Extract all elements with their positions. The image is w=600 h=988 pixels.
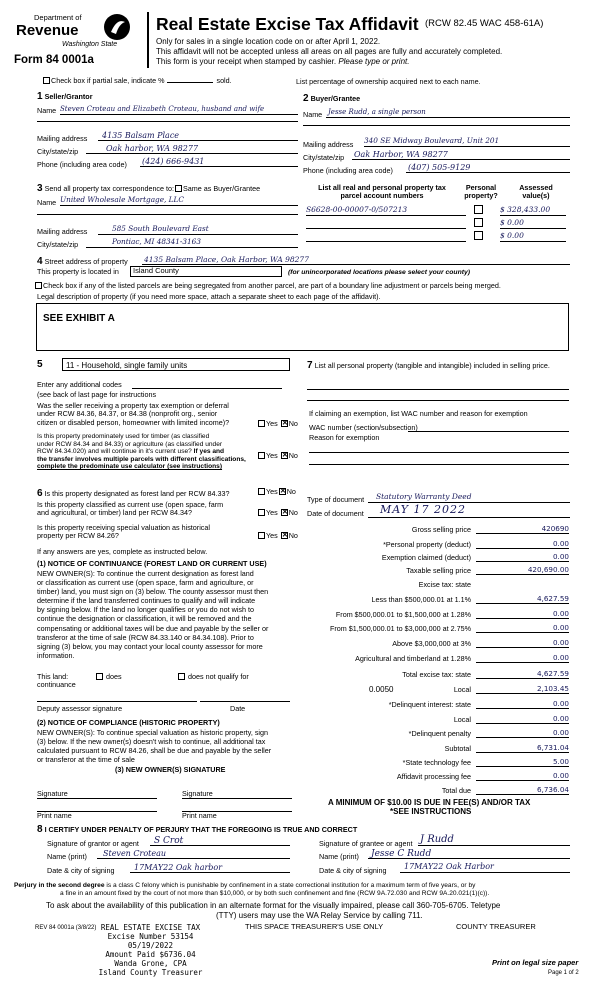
form-number: Form 84 0001a xyxy=(14,54,94,66)
tax-row-value[interactable] xyxy=(476,744,569,753)
print-legal-note: Print on legal size paper xyxy=(492,958,579,967)
deputy-date-line[interactable] xyxy=(200,701,290,702)
q1-yes-checkbox[interactable] xyxy=(258,420,265,427)
current-use-no-checkbox[interactable] xyxy=(281,509,288,516)
codes-sub: (see back of last page for instructions xyxy=(37,390,157,399)
header-divider xyxy=(147,12,149,68)
s3-mail-field[interactable]: 585 South Boulevard East xyxy=(98,225,298,235)
tax-row-value[interactable] xyxy=(476,715,569,724)
personal-property-line-2[interactable] xyxy=(307,400,569,401)
notice-3-title: (3) NEW OWNER(S) SIGNATURE xyxy=(115,765,226,774)
timber-q2-answer: Yes ✕ No xyxy=(257,452,298,460)
exemption-q1: Was the seller receiving a property tax exemption or deferral under RCW 84.36, 84.37, or 84.38 (nonprofit org., senior citizen or disabled person, homeowner with limited income)? xyxy=(37,401,230,427)
tax-row-value[interactable] xyxy=(476,624,569,633)
parcel-number-1[interactable]: S6628-00-00007-0/507213 xyxy=(306,206,466,216)
tax-row-label: Less than $500,000.01 at 1.1% xyxy=(371,595,471,604)
section-3-label: 3 Send all property tax correspondence to: Same as Buyer/Grantee xyxy=(37,183,261,194)
q2-no-checkbox[interactable] xyxy=(281,452,288,459)
grantor-sig-label: Signature of grantor or agent xyxy=(47,839,139,848)
treasurer-stamp: REAL ESTATE EXCISE TAX Excise Number 53154 05/19/2022 Amount Paid $6736.04 Wanda Grone, CPA Island County Treasurer xyxy=(98,923,203,977)
notice-1-text: NEW OWNER(S): To continue the current designation as forest land or classification as current use (open space, farm and agriculture, or timber) land, you must sign on (3) below. The county assessor must then determine if the land transferred continues to qualify and will indicate by signing below. If the land no longer qualifies or you do not wish to continue the designation or classification, it will be removed and the compensating or additional taxes will be due and payable by the seller or transferor at the time of sale (RCW 84.33.140 or 84.34.108). Prior to signing (3) below, you may contact your local county assessor for more information. xyxy=(37,569,269,660)
tax-row-label: Above $3,000,000 at 3% xyxy=(392,639,471,648)
seller-phone-label: Phone (including area code) xyxy=(37,160,127,169)
s3-name-field[interactable]: United Wholesale Mortgage, LLC xyxy=(60,196,298,206)
parcel-number-3[interactable] xyxy=(306,232,466,242)
subtitle-3: This form is your receipt when stamped by cashier. Please type or print. xyxy=(156,57,410,66)
tax-row-value-text: 0.00 xyxy=(552,728,569,737)
current-use-q: Is this property classified as current use (open space, farm and agricultural, or timber) land per RCW 84.34? xyxy=(37,500,224,518)
tax-row-label: Gross selling price xyxy=(411,525,471,534)
tax-row-value[interactable] xyxy=(476,610,569,619)
buyer-phone-field[interactable]: (407) 505-9129 xyxy=(406,163,570,173)
grantee-signature[interactable]: J Rudd xyxy=(418,834,570,846)
subtitle-2: This affidavit will not be accepted unless all areas on all pages are fully and accurately completed. xyxy=(156,47,503,56)
forest-q-answer: Yes✕ No xyxy=(257,488,296,496)
seller-city-label: City/state/zip xyxy=(37,147,79,156)
section-2-title: 2 Buyer/Grantee xyxy=(303,93,361,104)
owner-print-label-1: Print name xyxy=(37,811,72,820)
tax-row-value[interactable] xyxy=(476,553,569,562)
seller-mail-field[interactable]: 4135 Balsam Place xyxy=(98,131,298,141)
s3-mail-label: Mailing address xyxy=(37,227,88,236)
tax-row-label: *Personal property (deduct) xyxy=(383,540,471,549)
reason-line-1[interactable] xyxy=(309,452,569,453)
tax-row-value-text: 0.00 xyxy=(552,623,569,632)
forest-yes-checkbox[interactable] xyxy=(258,488,265,495)
current-use-yes-checkbox[interactable] xyxy=(258,509,265,516)
segregation-checkbox[interactable] xyxy=(35,282,42,289)
partial-sale-checkbox[interactable] xyxy=(43,77,50,84)
tax-row-value-text: 420,690.00 xyxy=(527,565,569,574)
deputy-label: Deputy assessor signature xyxy=(37,704,123,713)
see-instructions: *SEE INSTRUCTIONS xyxy=(390,807,472,816)
notice-2-title: (2) NOTICE OF COMPLIANCE (HISTORIC PROPERTY) xyxy=(37,718,220,727)
county-treasurer-label: COUNTY TREASURER xyxy=(456,922,536,931)
grantee-print[interactable]: Jesse C Rudd xyxy=(368,849,570,859)
doc-type-label: Type of document xyxy=(307,495,365,504)
tax-row-value-text: 0.00 xyxy=(552,638,569,647)
tax-row-value[interactable] xyxy=(476,758,569,767)
reason-label: Reason for exemption xyxy=(309,433,380,442)
land-use-code-select[interactable]: 11 - Household, single family units xyxy=(62,358,290,371)
does-option: does xyxy=(95,673,122,681)
tax-row-value[interactable] xyxy=(476,566,569,575)
parcel-col3-header: Assessed value(s) xyxy=(519,183,553,201)
tax-row-label: From $1,500,000.01 to $3,000,000 at 2.75% xyxy=(329,624,471,633)
assessed-value-3[interactable]: $ 0.00 xyxy=(500,232,566,242)
tax-row-value[interactable] xyxy=(476,729,569,738)
revenue-swirl-icon xyxy=(102,12,132,42)
seller-name-line2 xyxy=(37,121,298,122)
form-title-ref: (RCW 82.45 WAC 458-61A) xyxy=(425,18,544,29)
historic-q: Is this property receiving special valuation as historical property per RCW 84.26? xyxy=(37,523,210,541)
grantor-signature[interactable]: S Crot xyxy=(150,836,290,846)
tax-row-label: Subtotal xyxy=(444,744,471,753)
tax-row-value-text: 4,627.59 xyxy=(536,594,569,603)
parcel-number-2[interactable] xyxy=(306,219,466,229)
tax-row-value[interactable] xyxy=(476,786,569,795)
personal-property-checkbox-1[interactable] xyxy=(473,205,484,215)
additional-codes-label: Enter any additional codes xyxy=(37,380,122,389)
assessed-value-1[interactable]: $ 328,433.00 xyxy=(500,206,566,216)
grantor-date-label: Date & city of signing xyxy=(47,866,115,875)
s3-city-label: City/state/zip xyxy=(37,240,79,249)
forest-q: 6 Is this property designated as forest land per RCW 84.33? xyxy=(37,488,230,499)
seller-name-label: Name xyxy=(37,106,57,115)
tax-row-value[interactable] xyxy=(476,525,569,534)
historic-no-checkbox[interactable] xyxy=(281,532,288,539)
tax-row-value-text: 0.00 xyxy=(552,714,569,723)
tax-row-label: Agricultural and timberland at 1.28% xyxy=(355,654,471,663)
perjury-line-1: Perjury in the second degree is a class C felony which is punishable by confinement in a state correctional institution for a maximum term of five years, or by xyxy=(14,882,476,889)
tax-row-value[interactable] xyxy=(476,540,569,549)
s3-city-field[interactable]: Pontiac, MI 48341-3163 xyxy=(86,238,298,248)
minimum-due-note: A MINIMUM OF $10.00 IS DUE IN FEE(S) AND/OR TAX xyxy=(328,798,531,807)
tax-row-value-text: 6,731.04 xyxy=(536,743,569,752)
deputy-signature-line[interactable] xyxy=(37,701,197,702)
rev-number: REV 84 0001a (3/8/22) xyxy=(35,925,97,931)
doc-date-label: Date of document xyxy=(307,509,364,518)
buyer-city-label: City/state/zip xyxy=(303,153,345,162)
doc-date-field[interactable]: MAY 17 2022 xyxy=(368,504,570,518)
tax-row-value-text: 0.00 xyxy=(552,653,569,662)
seller-phone-field[interactable]: (424) 666-9431 xyxy=(140,157,298,167)
legal-desc-label: Legal description of property (if you need more space, attach a separate sheet to each page of the affidavit). xyxy=(37,292,381,301)
tax-row-value-text: 0.00 xyxy=(552,609,569,618)
grantee-date-city[interactable]: 17MAY22 Oak Harbor xyxy=(400,862,570,873)
tax-row-label: From $500,000.01 to $1,500,000 at 1.28% xyxy=(335,610,471,619)
tax-row-value[interactable] xyxy=(476,639,569,648)
tax-row-value-text: 0.00 xyxy=(552,552,569,561)
revenue-wordmark: Revenue xyxy=(16,22,79,39)
tax-row-label: *Delinquent penalty xyxy=(408,729,471,738)
current-use-answer: Yes ✕ No xyxy=(257,509,298,517)
segregation-row: Check box if any of the listed parcels are being segregated from another parcel, are part of a boundary line adjustment or parcels being merged. xyxy=(34,282,501,290)
tax-row-label: Local xyxy=(453,715,471,724)
same-as-buyer-checkbox[interactable] xyxy=(175,185,182,192)
tax-row-label: Total excise tax: state xyxy=(402,670,471,679)
tax-row-value-text: 0.00 xyxy=(552,771,569,780)
county-note: (for unincorporated locations please select your county) xyxy=(288,269,471,276)
owner-print-label-2: Print name xyxy=(182,811,217,820)
treasurer-use-label: THIS SPACE TREASURER'S USE ONLY xyxy=(245,922,384,931)
does-not-option: does not qualify for xyxy=(177,673,249,681)
seller-city-field[interactable]: Oak harbor, WA 98277 xyxy=(86,144,298,154)
wac-field[interactable] xyxy=(408,424,569,432)
tax-row-value[interactable] xyxy=(476,685,569,694)
buyer-mail-label: Mailing address xyxy=(303,140,354,149)
s4-street-label: 4 Street address of property xyxy=(37,256,128,267)
wac-label: WAC number (section/subsection) xyxy=(309,423,418,432)
buyer-mail-field[interactable]: 340 SE Midway Boulevard, Unit 201 xyxy=(364,137,570,147)
buyer-city-field[interactable]: Oak Harbor, WA 98277 xyxy=(352,150,570,160)
tax-row-value-text: 0.00 xyxy=(552,539,569,548)
parcel-col2-header: Personal property? xyxy=(464,183,498,201)
exhibit-text: SEE EXHIBIT A xyxy=(43,313,115,324)
buyer-name-field[interactable]: Jesse Rudd, a single person xyxy=(326,108,570,118)
timber-q2: Is this property predominately used for timber (as classified under RCW 84.34 and 84.33) or agriculture (as classified under RCW 84.34.020) and will continue in it's current use? If yes and the transfer involves multiple parcels with different classifications, complete the predominate use calculator (see instructions) xyxy=(37,433,246,471)
notice-2-text: NEW OWNER(S): To continue special valuation as historic property, sign (3) below. If the new owner(s) doesn't wish to continue, all additional tax calculated pursuant to RCW 84.26, shall be due and payable by the seller or transferor at the time of sale xyxy=(37,728,272,765)
personal-property-checkbox-2[interactable] xyxy=(473,218,484,228)
partial-sale-row: Check box if partial sale, indicate % sold. xyxy=(42,77,232,85)
state-label: Washington State xyxy=(62,41,118,48)
historic-yes-checkbox[interactable] xyxy=(258,532,265,539)
grantor-date-city[interactable]: 17MAY22 Oak harbor xyxy=(130,863,290,873)
tax-row-label: Exemption claimed (deduct) xyxy=(381,553,471,562)
reason-line-2[interactable] xyxy=(309,464,569,465)
this-land-label: This land: continuance xyxy=(37,672,76,690)
parcel-col1-header: List all real and personal property tax parcel account numbers xyxy=(318,183,446,201)
buyer-name-line2 xyxy=(303,125,570,126)
seller-mail-label: Mailing address xyxy=(37,134,88,143)
s4-street-field[interactable]: 4135 Balsam Place, Oak Harbor, WA 98277 xyxy=(142,256,570,265)
s3-name-label: Name xyxy=(37,198,57,207)
owner-sig-label-1: Signature xyxy=(37,789,68,798)
does-qualify-checkbox[interactable] xyxy=(96,673,103,680)
tax-row-label: *Delinquent interest: state xyxy=(388,700,471,709)
tax-row-value[interactable] xyxy=(476,772,569,781)
dept-label: Department of xyxy=(34,13,82,22)
assessed-value-2[interactable]: $ 0.00 xyxy=(500,219,566,229)
county-select[interactable]: Island County xyxy=(130,266,282,277)
if-yes-note: If any answers are yes, complete as instructed below. xyxy=(37,547,208,556)
local-rate: 0.0050 xyxy=(369,685,394,694)
additional-codes-field[interactable] xyxy=(132,381,282,389)
notice-1-title: (1) NOTICE OF CONTINUANCE (FOREST LAND OR CURRENT USE) xyxy=(37,559,267,568)
historic-answer: Yes ✕ No xyxy=(257,532,298,540)
section-7-label: 7 List all personal property (tangible and intangible) included in selling price. xyxy=(307,360,550,371)
tax-row-value-text: 6,736.04 xyxy=(536,785,569,794)
tax-row-label: Excise tax: state xyxy=(418,580,471,589)
tax-row-label: Total due xyxy=(441,786,471,795)
tax-row-label: Taxable selling price xyxy=(406,566,471,575)
tax-row-value-text: 4,627.59 xyxy=(536,669,569,678)
alt-format-1: To ask about the availability of this publication in an alternate format for the visually impaired, please call 360-705-6705. Teletype xyxy=(46,901,501,910)
forest-no-checkbox[interactable] xyxy=(279,488,286,495)
section-8-title: 8 I CERTIFY UNDER PENALTY OF PERJURY THAT THE FOREGOING IS TRUE AND CORRECT xyxy=(37,824,358,835)
personal-property-checkbox-3[interactable] xyxy=(473,231,484,241)
tax-row-value[interactable] xyxy=(476,670,569,679)
legal-description-box[interactable] xyxy=(36,303,569,351)
buyer-phone-label: Phone (including area code) xyxy=(303,166,393,175)
q2-yes-checkbox[interactable] xyxy=(258,452,265,459)
section-1-title: 1 Seller/Grantor xyxy=(37,91,93,102)
tax-row-value-text: 5.00 xyxy=(552,757,569,766)
tax-row-label: Affidavit processing fee xyxy=(396,772,471,781)
buyer-name-label: Name xyxy=(303,110,323,119)
form-title: Real Estate Excise Tax Affidavit xyxy=(156,14,419,34)
page-number: Page 1 of 2 xyxy=(548,970,579,976)
subtitle-1: Only for sales in a single location code on or after April 1, 2022. xyxy=(156,37,381,46)
personal-property-line-1[interactable] xyxy=(307,389,569,390)
section-5-number: 5 xyxy=(37,359,43,370)
grantee-date-label: Date & city of signing xyxy=(319,866,387,875)
s4-located-label: This property is located in xyxy=(37,267,119,276)
tax-row-value-text: 420690 xyxy=(541,524,569,533)
grantor-print-label: Name (print) xyxy=(47,852,87,861)
owner-sig-label-2: Signature xyxy=(182,789,213,798)
grantee-print-label: Name (print) xyxy=(319,852,359,861)
tax-row-value-text: 2,103.45 xyxy=(536,684,569,693)
alt-format-2: (TTY) users may use the WA Relay Service by calling 711. xyxy=(216,911,423,920)
tax-row-value[interactable] xyxy=(476,700,569,709)
grantor-print[interactable]: Steven Croteau xyxy=(97,849,290,859)
deputy-date-label: Date xyxy=(230,704,246,713)
perjury-line-2: a fine in an amount fixed by the court of not more than $10,000, or by both such confinement and fine (RCW 9A.72.030 and RCW 9A.20.021(1)(c)). xyxy=(60,890,490,897)
grantee-sig-label: Signature of grantee or agent xyxy=(319,839,413,848)
revenue-logo xyxy=(10,10,140,70)
exemption-claim-label: If claiming an exemption, list WAC number and reason for exemption xyxy=(309,409,528,418)
tax-row-value[interactable] xyxy=(476,654,569,663)
seller-name-field[interactable]: Steven Croteau and Elizabeth Croteau, husband and wife xyxy=(60,105,298,115)
tax-row-label: *State technology fee xyxy=(402,758,471,767)
exemption-q1-answer: Yes ✕ No xyxy=(257,420,298,428)
doc-type-field[interactable]: Statutory Warranty Deed xyxy=(368,493,570,503)
q1-no-checkbox[interactable] xyxy=(281,420,288,427)
list-pct-note: List percentage of ownership acquired next to each name. xyxy=(296,77,481,86)
tax-row-value[interactable] xyxy=(476,595,569,604)
tax-row-value-text: 0.00 xyxy=(552,699,569,708)
tax-row-label: Local xyxy=(453,685,471,694)
does-not-qualify-checkbox[interactable] xyxy=(178,673,185,680)
s3-name-line2 xyxy=(37,214,298,215)
